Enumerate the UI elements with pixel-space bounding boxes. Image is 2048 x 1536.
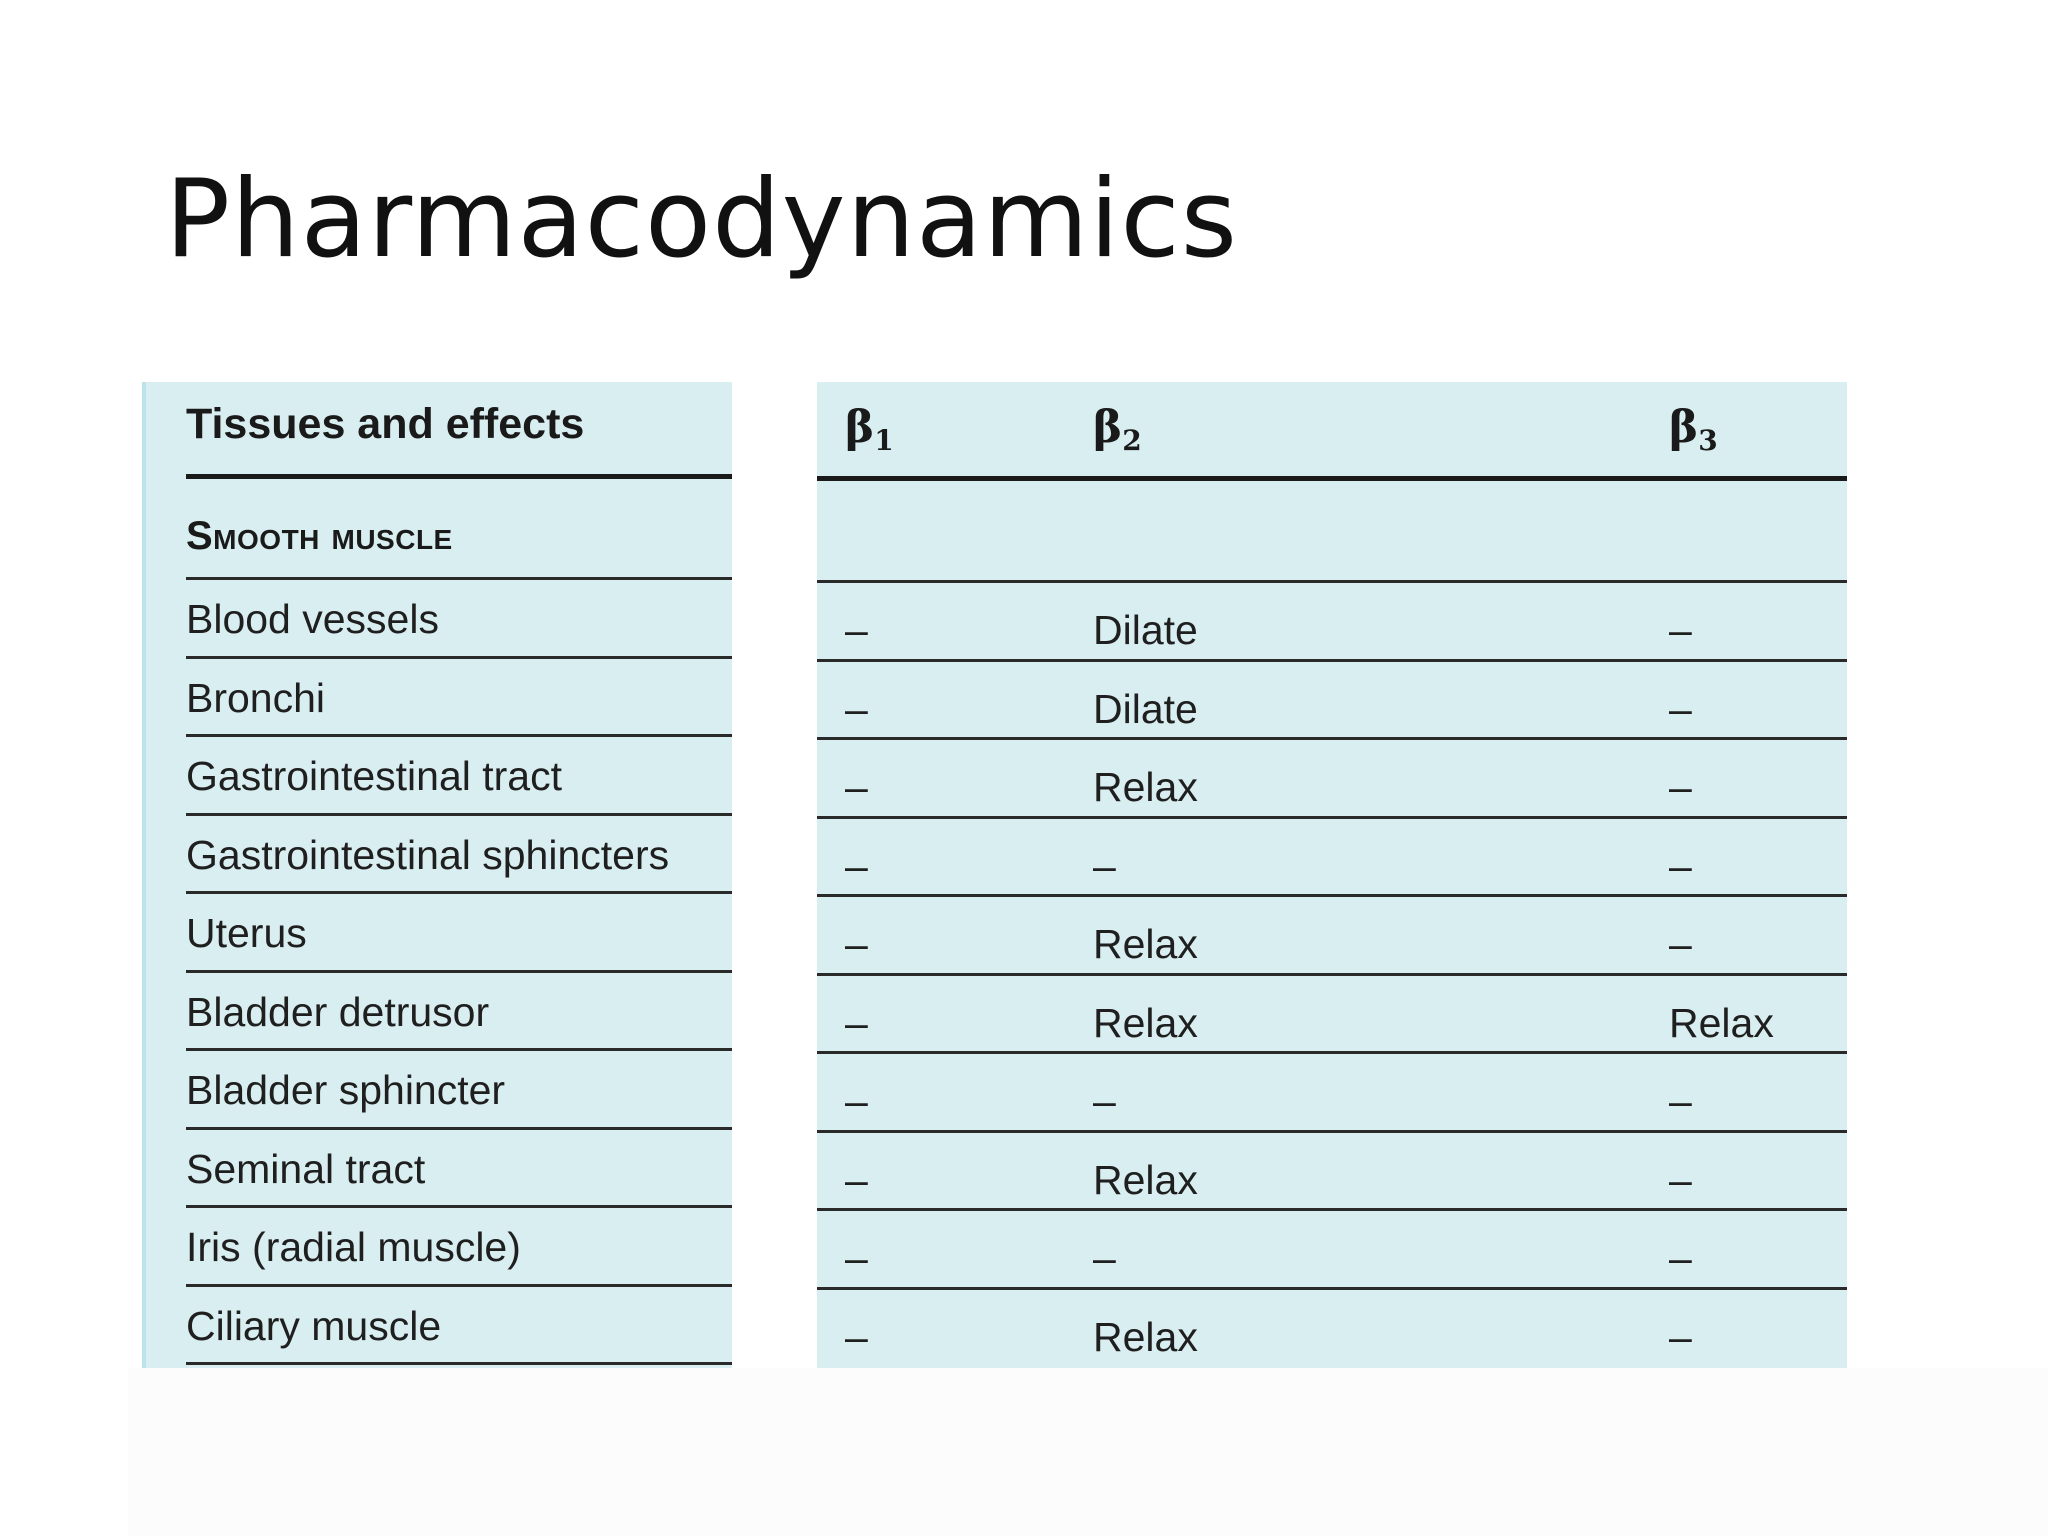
beta3-effect-cell: – (1669, 842, 1692, 889)
beta2-effect-cell: Relax (1093, 999, 1198, 1046)
tissue-label: Bladder detrusor (186, 988, 490, 1035)
row-rule (817, 659, 1847, 662)
beta2-effect-cell: Relax (1093, 764, 1198, 810)
beta1-effect-cell: – (845, 1235, 868, 1281)
beta3-effect-cell: Relax (1669, 999, 1774, 1046)
beta3-effect-cell: – (1669, 921, 1692, 967)
row-rule (186, 1284, 732, 1287)
row-rule (186, 1048, 732, 1051)
bottom-shadow (128, 1368, 2048, 1536)
tissue-label: Bladder sphincter (186, 1067, 506, 1113)
beta-header-rule (817, 476, 1847, 481)
tissues-header: Tissues and effects (186, 400, 585, 448)
beta2-effect-cell: – (1093, 842, 1116, 889)
beta1-effect-cell: – (845, 842, 868, 889)
section-rule (817, 580, 1847, 583)
row-rule (186, 970, 732, 973)
beta1-effect-cell: – (845, 685, 868, 732)
row-rule (817, 973, 1847, 976)
beta2-effect-cell: – (1093, 1078, 1116, 1124)
tissue-label: Ciliary muscle (186, 1302, 442, 1349)
beta1-effect-cell: – (845, 1313, 868, 1360)
row-rule (817, 737, 1847, 740)
beta1-effect-cell: – (845, 764, 868, 810)
tissue-label: Blood vessels (186, 596, 439, 642)
row-rule (186, 1362, 732, 1365)
slide-title: Pharmacodynamics (165, 157, 1239, 282)
tissue-label: Uterus (186, 910, 307, 956)
tissues-table-panel (142, 382, 732, 1368)
tissue-label: Gastrointestinal tract (186, 753, 562, 799)
row-rule (186, 656, 732, 659)
beta3-effect-cell: – (1669, 764, 1692, 810)
beta3-effect-cell: – (1669, 607, 1692, 653)
beta2-effect-cell: Dilate (1093, 685, 1198, 732)
beta2-effect-cell: – (1093, 1235, 1116, 1281)
beta3-effect-cell: – (1669, 1235, 1692, 1281)
beta2-header: $\beta_2$ (1093, 402, 1142, 457)
row-rule (186, 734, 732, 737)
section-smooth-muscle: Smooth muscle (186, 514, 453, 558)
section-rule (186, 577, 732, 580)
tissue-label: Iris (radial muscle) (186, 1224, 521, 1270)
beta3-header: $\beta_3$ (1669, 402, 1718, 457)
header-rule (186, 474, 732, 479)
row-rule (817, 1130, 1847, 1133)
row-rule (817, 816, 1847, 819)
tissue-label: Gastrointestinal sphincters (186, 831, 670, 878)
beta2-effect-cell: Dilate (1093, 607, 1198, 653)
beta2-effect-cell: Relax (1093, 1156, 1198, 1203)
row-rule (186, 891, 732, 894)
beta2-effect-cell: Relax (1093, 921, 1198, 967)
beta1-effect-cell: – (845, 1078, 868, 1124)
beta1-effect-cell: – (845, 1156, 868, 1203)
beta1-effect-cell: – (845, 607, 868, 653)
row-rule (186, 813, 732, 816)
row-rule (817, 1287, 1847, 1290)
beta1-header: $\beta_1$ (845, 402, 894, 457)
beta3-effect-cell: – (1669, 685, 1692, 732)
row-rule (817, 1208, 1847, 1211)
beta2-effect-cell: Relax (1093, 1313, 1198, 1360)
row-rule (186, 1205, 732, 1208)
beta3-effect-cell: – (1669, 1156, 1692, 1203)
beta3-effect-cell: – (1669, 1078, 1692, 1124)
beta-receptor-table-panel (817, 382, 1847, 1368)
row-rule (186, 1127, 732, 1130)
beta3-effect-cell: – (1669, 1313, 1692, 1360)
tissue-label: Bronchi (186, 674, 326, 721)
beta1-effect-cell: – (845, 921, 868, 967)
beta1-effect-cell: – (845, 999, 868, 1046)
row-rule (817, 1051, 1847, 1054)
row-rule (817, 894, 1847, 897)
tissue-label: Seminal tract (186, 1145, 426, 1192)
